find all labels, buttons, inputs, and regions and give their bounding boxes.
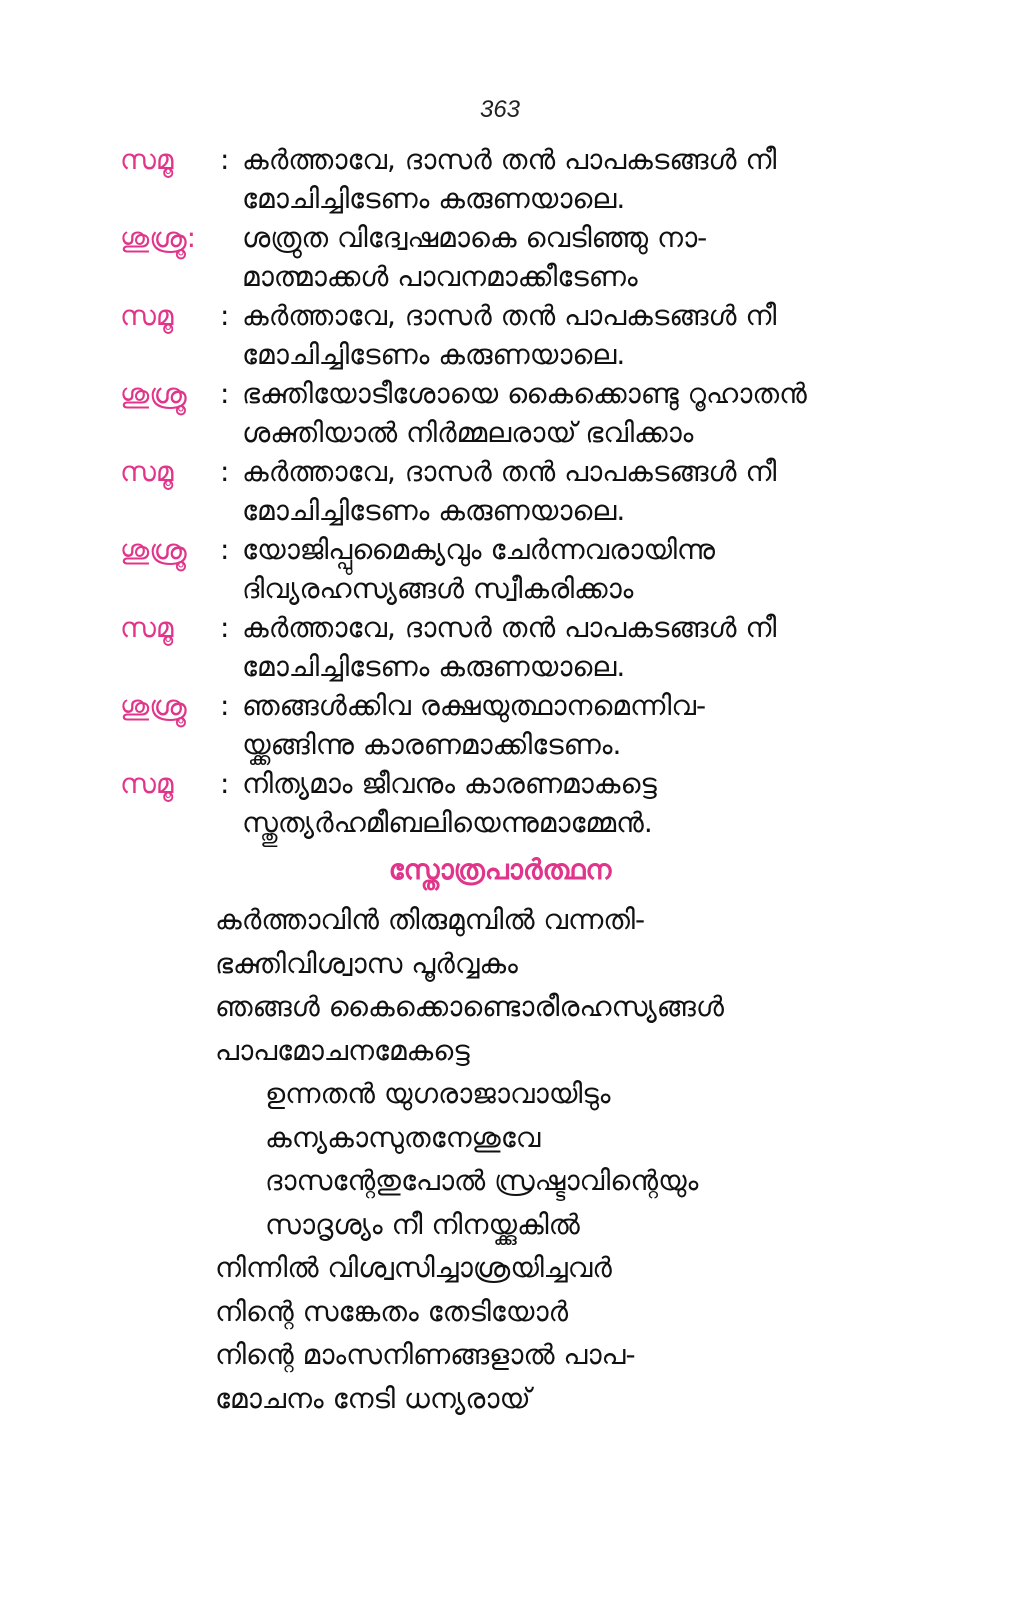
colon: :	[220, 455, 230, 488]
speaker-label: ശുശ്രൂ:	[120, 221, 197, 254]
hymn-line: പാപമോചനമേകട്ടെ	[215, 1033, 470, 1067]
hymn-section	[215, 898, 724, 1420]
dialogue-line: മോചിച്ചിടേണം കരുണയാലെ.	[242, 650, 626, 683]
dialogue-entry	[120, 452, 920, 530]
hymn-line-indented: സാദൃശ്യം നീ നിനയ്ക്കുകിൽ	[265, 1207, 580, 1241]
speaker-label: സമൂ	[120, 455, 174, 488]
hymn-line: ഭക്തിവിശ്വാസ പൂർവ്വകം	[215, 946, 518, 980]
dialogue-line: യോജിപ്പുമൈക്യവും ചേർന്നവരായിന്നു	[242, 533, 716, 566]
speaker-label: സമൂ	[120, 299, 174, 332]
dialogue-entry	[120, 140, 920, 218]
colon: :	[220, 767, 230, 800]
dialogue-line: കർത്താവേ, ദാസർ തൻ പാപകടങ്ങൾ നീ	[242, 143, 777, 176]
hymn-line: നിന്റെ സങ്കേതം തേടിയോർ	[215, 1294, 569, 1328]
dialogue-line: മാത്മാക്കൾ പാവനമാക്കീടേണം	[242, 260, 638, 293]
speaker-label: ശുശ്രൂ	[120, 689, 187, 722]
hymn-line: ഞങ്ങൾ കൈക്കൊണ്ടൊരീരഹസ്യങ്ങൾ	[215, 990, 724, 1023]
colon: :	[220, 299, 230, 332]
hymn-line: നിന്നിൽ വിശ്വസിച്ചാശ്രയിച്ചവർ	[215, 1251, 612, 1284]
dialogue-line: സ്തുത്യർഹമീബലിയെന്നുമാമ്മേൻ.	[242, 806, 653, 839]
dialogue-entry	[120, 374, 920, 452]
dialogue-line: ദിവ്യരഹസ്യങ്ങൾ സ്വീകരിക്കാം	[242, 572, 634, 605]
dialogue-line: നിത്യമാം ജീവനും കാരണമാകട്ടെ	[242, 767, 657, 800]
page-number: 363	[479, 96, 521, 123]
dialogue-line: കർത്താവേ, ദാസർ തൻ പാപകടങ്ങൾ നീ	[242, 299, 777, 332]
section-heading: സ്തോത്രപാർത്ഥന	[388, 853, 612, 886]
hymn-line-indented: ഉന്നതൻ യുഗരാജാവായിടും	[265, 1077, 611, 1110]
dialogue-line: യ്ക്കങ്ങിന്നു കാരണമാക്കിടേണം.	[242, 728, 622, 761]
dialogue-entry	[120, 764, 920, 842]
hymn-line: കർത്താവിൻ തിരുമുമ്പിൽ വന്നതി-	[215, 903, 646, 936]
speaker-label: ശുശ്രൂ	[120, 377, 187, 410]
colon: :	[220, 533, 230, 566]
dialogue-line: ഭക്തിയോടീശോയെ കൈക്കൊണ്ടു റൂഹാതൻ	[242, 377, 807, 410]
dialogue-line: മോചിച്ചിടേണം കരുണയാലെ.	[242, 182, 626, 215]
hymn-line: നിന്റെ മാംസനിണങ്ങളാൽ പാപ-	[215, 1338, 636, 1371]
hymn-line: മോചനം നേടി ധന്യരായ്	[215, 1381, 531, 1415]
colon: :	[220, 377, 230, 410]
speaker-label: സമൂ	[120, 767, 174, 800]
colon: :	[220, 611, 230, 644]
hymn-line-indented: കന്യകാസുതനേശുവേ	[265, 1120, 541, 1154]
speaker-label: ശുശ്രൂ	[120, 533, 187, 566]
dialogue-line: കർത്താവേ, ദാസർ തൻ പാപകടങ്ങൾ നീ	[242, 455, 777, 488]
dialogue-line: ഞങ്ങൾക്കിവ രക്ഷയുത്ഥാനമെന്നിവ-	[242, 689, 707, 722]
dialogue-entry	[120, 530, 920, 608]
dialogue-entry	[120, 218, 920, 296]
colon	[220, 218, 242, 296]
dialogue-entry	[120, 296, 920, 374]
speaker-label: സമൂ	[120, 611, 174, 644]
speaker-label: സമൂ	[120, 143, 174, 176]
dialogue-entry	[120, 686, 920, 764]
hymn-line-indented: ദാസന്റേതുപോൽ സ്രഷ്ടാവിന്റെയും	[265, 1164, 699, 1197]
dialogue-line: മോചിച്ചിടേണം കരുണയാലെ.	[242, 494, 626, 527]
colon: :	[220, 143, 230, 176]
dialogue-line: ശക്തിയാൽ നിർമ്മലരായ് ഭവിക്കാം	[242, 416, 694, 449]
dialogue-line: കർത്താവേ, ദാസർ തൻ പാപകടങ്ങൾ നീ	[242, 611, 777, 644]
colon: :	[220, 689, 230, 722]
dialogue-section	[120, 140, 920, 842]
dialogue-entry	[120, 608, 920, 686]
dialogue-line: ശത്രുത വിദ്വേഷമാകെ വെടിഞ്ഞു നാ-	[242, 221, 708, 254]
dialogue-line: മോചിച്ചിടേണം കരുണയാലെ.	[242, 338, 626, 371]
